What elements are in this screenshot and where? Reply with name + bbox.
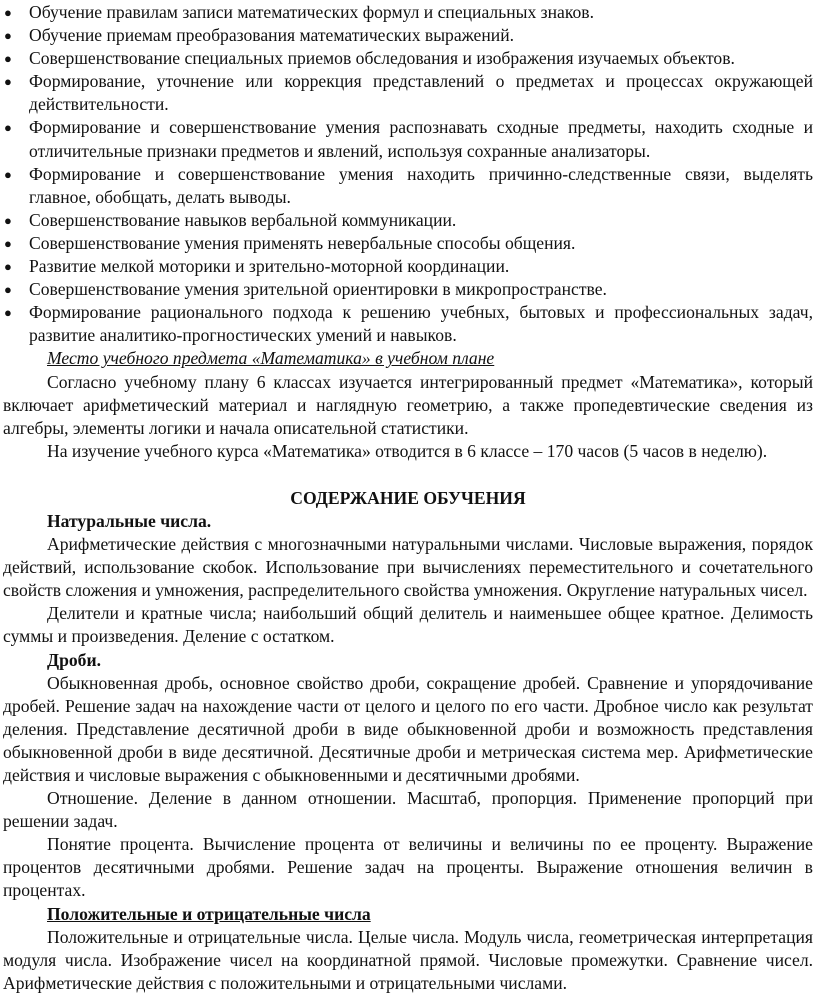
- bullet-text: Обучение правилам записи математических формул и специальных знаков.: [29, 2, 594, 22]
- bullet-text: Формирование и совершенствование умения находить причинно-следственные связи, выделять главное, обобщать, делать выводы.: [29, 163, 813, 207]
- bullet-text: Формирование и совершенствование умения распознавать сходные предметы, находить сходные и отличительные признаки предметов и явлений, используя сохранные анализаторы.: [29, 117, 813, 161]
- section-title-signed-numbers: Положительные и отрицательные числа: [47, 903, 371, 924]
- bullet-text: Развитие мелкой моторики и зрительно-моторной координации.: [29, 256, 510, 277]
- bullet-dot-icon: ●: [4, 305, 12, 321]
- paragraph: Положительные и отрицательные числа. Целые числа. Модуль числа, геометрическая интерпретация модуля числа. Изображение чисел на координатной прямой. Числовые промежутки. Сравнение чисел. Арифметические действия с положительными и отрицательными числами.: [3, 926, 813, 993]
- bullet-dot-icon: ●: [4, 28, 12, 44]
- bullet-item: [3, 1, 813, 24]
- bullet-item: [3, 278, 813, 301]
- bullet-item: [3, 116, 813, 162]
- bullet-item: [3, 209, 813, 232]
- bullet-text: Совершенствование специальных приемов обследования и изображения изучаемых объектов.: [29, 48, 735, 69]
- bullet-dot-icon: ●: [4, 5, 12, 20]
- subject-place-heading: Место учебного предмета «Математика» в учебном плане: [47, 348, 495, 369]
- bullet-dot-icon: ●: [4, 259, 12, 275]
- section-title-fractions: Дроби.: [47, 649, 102, 670]
- paragraph: Отношение. Деление в данном отношении. Масштаб, пропорция. Применение пропорций при решении задач.: [3, 788, 813, 832]
- bullet-text: Обучение приемам преобразования математических выражений.: [29, 25, 515, 46]
- bullet-dot-icon: ●: [4, 120, 12, 136]
- bullet-dot-icon: ●: [4, 74, 12, 90]
- bullet-text: Совершенствование умения применять невербальные способы общения.: [29, 232, 576, 253]
- bullet-item: [3, 70, 813, 116]
- paragraph: Обыкновенная дробь, основное свойство дроби, сокращение дробей. Сравнение и упорядочивание дробей. Решение задач на нахождение части от целого и целого по его части. Дробное число как результат деления. Представление десятичной дроби в виде обыкновенной дроби и возможность представления обыкновенной дроби в виде десятичной. Десятичные дроби и метрическая система мер. Арифметические действия и числовые выражения с обыкновенными и десятичными дробями.: [3, 672, 813, 785]
- bullet-text: Совершенствование умения зрительной ориентировки в микропространстве.: [29, 279, 607, 300]
- content-title: СОДЕРЖАНИЕ ОБУЧЕНИЯ: [290, 487, 526, 508]
- section-title-natural-numbers: Натуральные числа.: [47, 510, 212, 531]
- bullet-text: Формирование, уточнение или коррекция представлений о предметах и процессах окружающей действительности.: [29, 71, 813, 115]
- paragraph: Понятие процента. Вычисление процента от величины и величины по ее проценту. Выражение процентов десятичными дробями. Решение задач на проценты. Выражение отношения величин в процентах.: [3, 834, 813, 901]
- bullet-dot-icon: ●: [4, 235, 12, 251]
- paragraph: Делители и кратные числа; наибольший общий делитель и наименьшее общее кратное. Делимость суммы и произведения. Деление с остатком.: [3, 603, 813, 647]
- bullet-item: [3, 255, 813, 278]
- bullet-dot-icon: ●: [4, 212, 12, 228]
- goals-bullet-list: [3, 1, 813, 347]
- bullet-item: [3, 163, 813, 209]
- bullet-item: [3, 47, 813, 70]
- bullet-dot-icon: ●: [4, 282, 12, 298]
- bullet-dot-icon: ●: [4, 51, 12, 67]
- bullet-item: [3, 301, 813, 347]
- bullet-text: Формирование рационального подхода к решению учебных, бытовых и профессиональных задач, развитие аналитико-прогностических умений и навыков.: [29, 302, 813, 346]
- bullet-text: Совершенствование навыков вербальной коммуникации.: [29, 209, 457, 230]
- paragraph: Арифметические действия с многозначными натуральными числами. Числовые выражения, порядок действий, использование скобок. Использование при вычислениях переместительного и сочетательного свойств сложения и умножения, распределительного свойства умножения. Округление натуральных чисел.: [3, 534, 813, 601]
- bullet-item: [3, 232, 813, 255]
- paragraph: На изучение учебного курса «Математика» отводится в 6 классе – 170 часов (5 часов в неделю).: [47, 440, 768, 461]
- bullet-dot-icon: ●: [4, 166, 12, 182]
- document-page: [3, 1, 813, 995]
- paragraph: Согласно учебному плану 6 классах изучается интегрированный предмет «Математика», который включает арифметический материал и наглядную геометрию, а также пропедевтические сведения из алгебры, элементы логики и начала описательной статистики.: [3, 371, 813, 438]
- bullet-item: [3, 24, 813, 47]
